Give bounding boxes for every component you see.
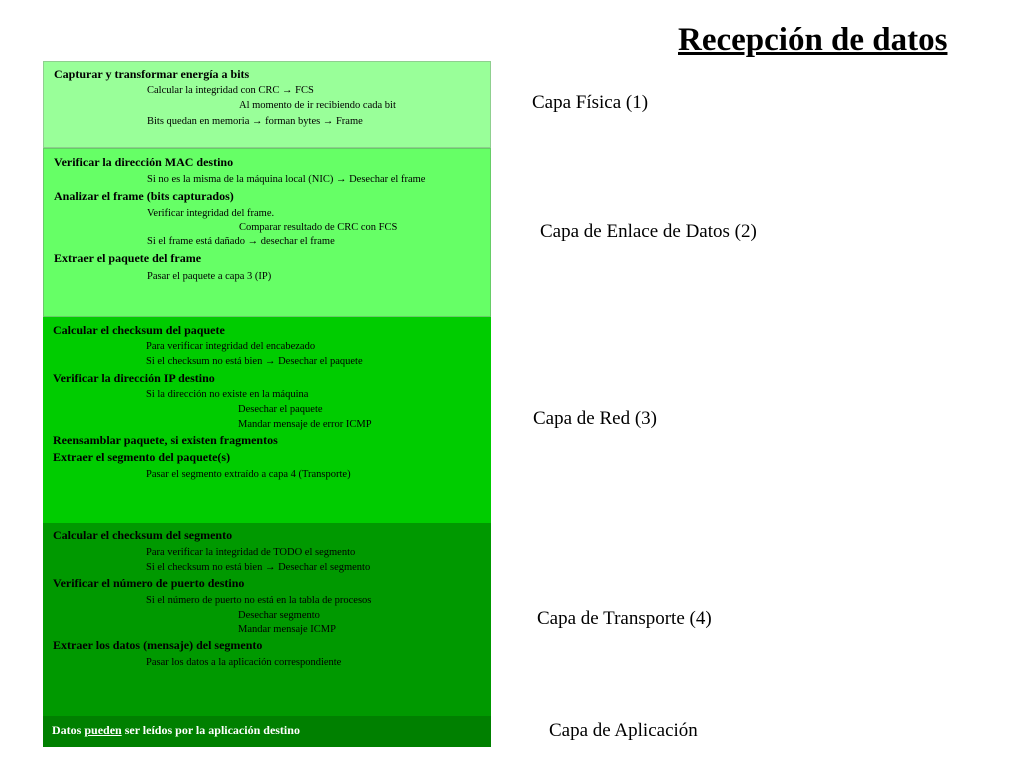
data-link-layer-box [43, 148, 491, 317]
label-physical-layer: Capa Física (1) [532, 92, 649, 113]
step-detail: Al momento de ir recibiendo cada bit [239, 100, 396, 111]
step-line: Calcular el checksum del paquete [53, 323, 225, 337]
step-detail: Si no es la misma de la máquina local (NIC) → Desechar el frame [147, 174, 426, 185]
step-line: Analizar el frame (bits capturados) [54, 189, 234, 203]
step-detail: Bits quedan en memoria → forman bytes → Frame [147, 116, 363, 127]
step-detail: Mandar mensaje ICMP [238, 624, 336, 635]
step-line: Extraer el segmento del paquete(s) [53, 450, 231, 464]
step-detail: Si el número de puerto no está en la tabla de procesos [146, 595, 372, 606]
step-detail: Mandar mensaje de error ICMP [238, 419, 372, 430]
step-detail: Para verificar la integridad de TODO el segmento [146, 547, 356, 558]
step-detail: Verificar integridad del frame. [147, 208, 275, 219]
label-network-layer: Capa de Red (3) [533, 408, 657, 429]
step-line: Calcular el checksum del segmento [53, 528, 233, 542]
step-line: Extraer los datos (mensaje) del segmento [53, 638, 263, 652]
step-detail: Calcular la integridad con CRC → FCS [147, 85, 314, 96]
label-application-layer: Capa de Aplicación [549, 720, 698, 741]
transport-layer-box [43, 523, 491, 717]
step-line: Verificar el número de puerto destino [53, 576, 245, 590]
label-data-link-layer: Capa de Enlace de Datos (2) [540, 221, 757, 242]
physical-layer-box [43, 61, 491, 148]
application-text-end: ser leídos por la aplicación destino [121, 723, 300, 737]
step-detail: Si el checksum no está bien → Desechar el segmento [146, 562, 371, 573]
step-line: Reensamblar paquete, si existen fragmentos [53, 433, 278, 447]
label-transport-layer: Capa de Transporte (4) [537, 608, 712, 629]
application-text-underlined: pueden [84, 723, 122, 737]
step-detail: Si el checksum no está bien → Desechar el paquete [146, 356, 363, 367]
step-detail: Pasar el segmento extraído a capa 4 (Transporte) [146, 469, 351, 480]
step-detail: Pasar el paquete a capa 3 (IP) [147, 271, 272, 282]
step-detail: Pasar los datos a la aplicación correspondiente [146, 657, 342, 668]
step-line: Verificar la dirección IP destino [53, 371, 215, 385]
page-title: Recepción de datos [678, 22, 948, 58]
step-detail: Desechar el paquete [238, 404, 323, 415]
step-detail: Comparar resultado de CRC con FCS [239, 222, 398, 233]
step-detail: Desechar segmento [238, 610, 320, 621]
step-detail: Si el frame está dañado → desechar el frame [147, 236, 335, 247]
step-line: Extraer el paquete del frame [54, 251, 202, 265]
step-line: Verificar la dirección MAC destino [54, 155, 234, 169]
step-line: Capturar y transformar energía a bits [54, 67, 250, 81]
application-text-start: Datos [52, 723, 85, 737]
network-layer-box [43, 317, 491, 523]
step-detail: Para verificar integridad del encabezado [146, 341, 316, 352]
application-step [52, 723, 300, 738]
application-layer-box [43, 716, 491, 747]
step-detail: Si la dirección no existe en la máquina [146, 389, 309, 400]
